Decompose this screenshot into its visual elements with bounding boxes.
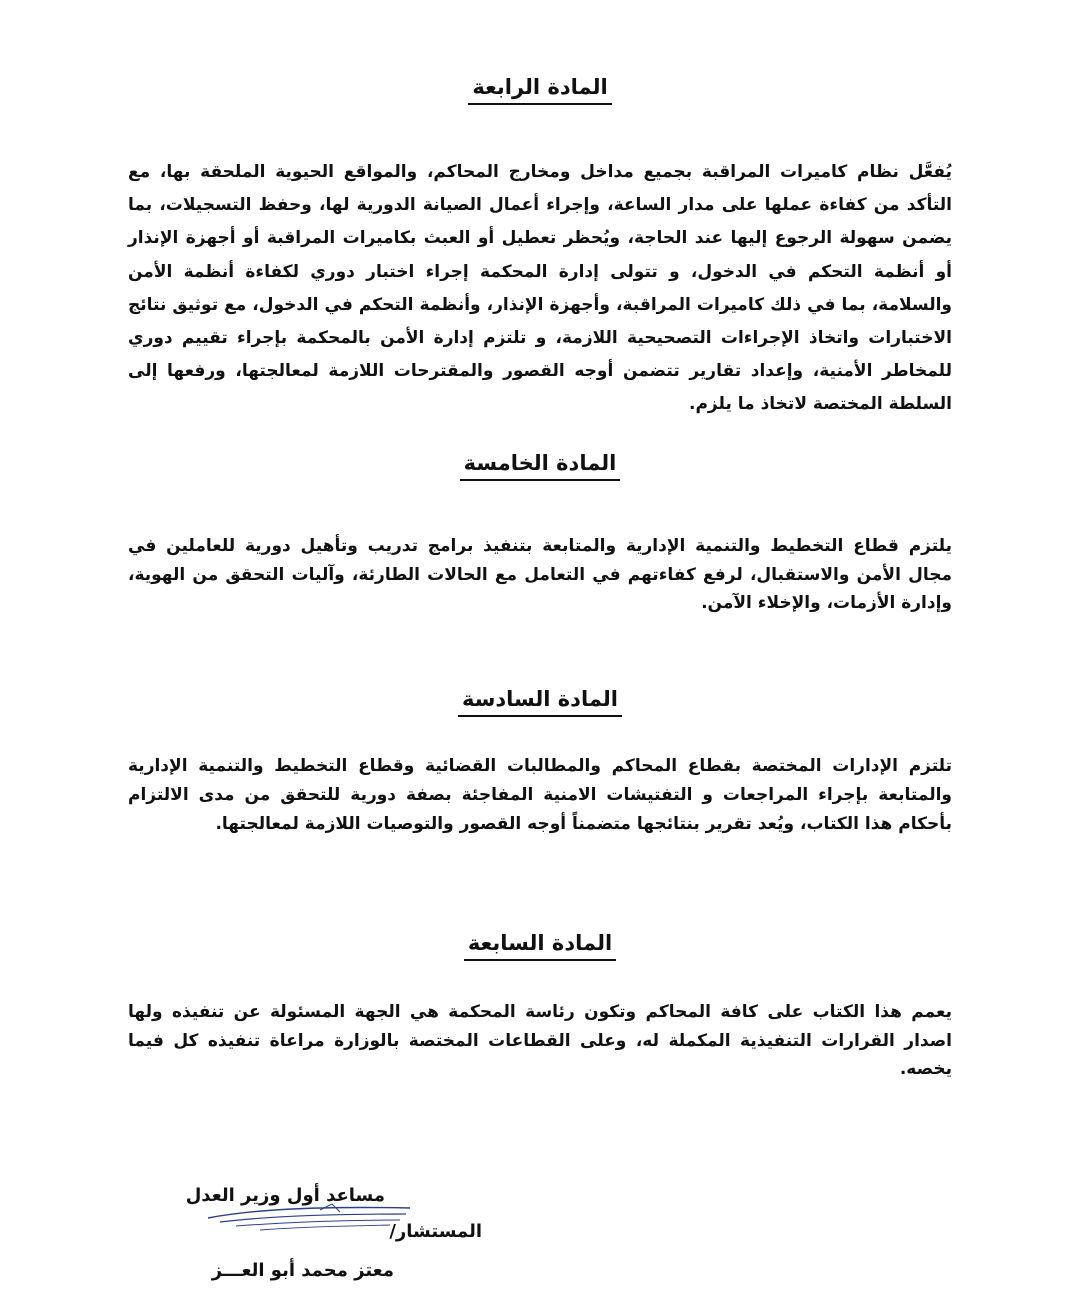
signatory-rank: المستشار/ <box>389 1221 482 1242</box>
signatory-name: معتز محمد أبو العـــز <box>211 1260 394 1281</box>
article-7-body: يعمم هذا الكتاب على كافة المحاكم وتكون رئاسة المحكمة هي الجهة المسئولة عن تنفيذه ولها اصدار القرارات التنفيذية المكملة له، وعلى القطاعات المختصة بالوزارة مراعاة تنفيذه كل فيما يخصه. <box>128 1002 952 1079</box>
article-5-body: يلتزم قطاع التخطيط والتنمية الإدارية والمتابعة بتنفيذ برامج تدريب وتأهيل دورية للعاملين في مجال الأمن والاستقبال، لرفع كفاءتهم في التعامل مع الحالات الطارئة، وآليات التحقق من الهوية، وإدارة الأزمات، والإخلاء الآمن. <box>128 536 952 613</box>
article-4-body: يُفعَّل نظام كاميرات المراقبة بجميع مداخل ومخارج المحاكم، والمواقع الحيوية الملحقة بها، مع التأكد من كفاءة عملها على مدار الساعة، وإجراء أعمال الصيانة الدورية لها، وحفظ التسجيلات، بما يضمن سهولة الرجوع إليها عند الحاجة، ويُحظر تعطيل أو العبث بكاميرات المراقبة أو أجهزة الإنذار أو أنظمة التحكم في الدخول، و تتولى إدارة المحكمة إجراء اختبار دوري لكفاءة أنظمة الأمن والسلامة، بما في ذلك كاميرات المراقبة، وأجهزة الإنذار، وأنظمة التحكم في الدخول، مع توثيق نتائج الاختبارات واتخاذ الإجراءات التصحيحية اللازمة، و تلتزم إدارة الأمن بالمحكمة بإجراء تقييم دوري للمخاطر الأمنية، وإعداد تقارير تتضمن أوجه القصور والمقترحات اللازمة لمعالجتها، ورفعها إلى السلطة المختصة لاتخاذ ما يلزم. <box>128 162 952 415</box>
handwritten-signature <box>200 1196 420 1236</box>
article-7-heading: المادة السابعة <box>0 928 1080 961</box>
article-5-heading: المادة الخامسة <box>0 448 1080 481</box>
article-6-body: تلتزم الإدارات المختصة بقطاع المحاكم والمطالبات القضائية وقطاع التخطيط والتنمية الإدارية والمتابعة بإجراء المراجعات و التفتيشات الامنية المفاجئة بصفة دورية للتحقق من مدى الالتزام بأحكام هذا الكتاب، ويُعد تقرير بنتائجها متضمناً أوجه القصور والتوصيات اللازمة لمعالجتها. <box>128 756 952 834</box>
article-4-heading: المادة الرابعة <box>0 72 1080 105</box>
article-6-heading: المادة السادسة <box>0 684 1080 717</box>
signatory-title: مساعد أول وزير العدل <box>185 1185 385 1206</box>
